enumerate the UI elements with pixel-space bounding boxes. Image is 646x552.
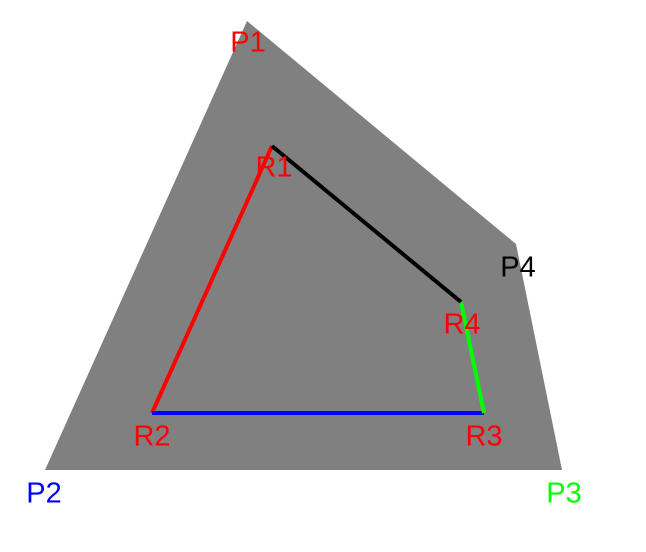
- vertex-label-p3: P3: [546, 477, 582, 510]
- vertex-label-r1: R1: [255, 151, 293, 184]
- vertex-label-r2: R2: [133, 420, 171, 453]
- outer-polygon: [45, 21, 562, 470]
- vertex-label-p4: P4: [500, 251, 536, 284]
- vertex-label-p1: P1: [230, 26, 266, 59]
- vertex-label-r4: R4: [443, 308, 481, 341]
- vertex-label-p2: P2: [26, 477, 62, 510]
- vertex-label-r3: R3: [465, 420, 503, 453]
